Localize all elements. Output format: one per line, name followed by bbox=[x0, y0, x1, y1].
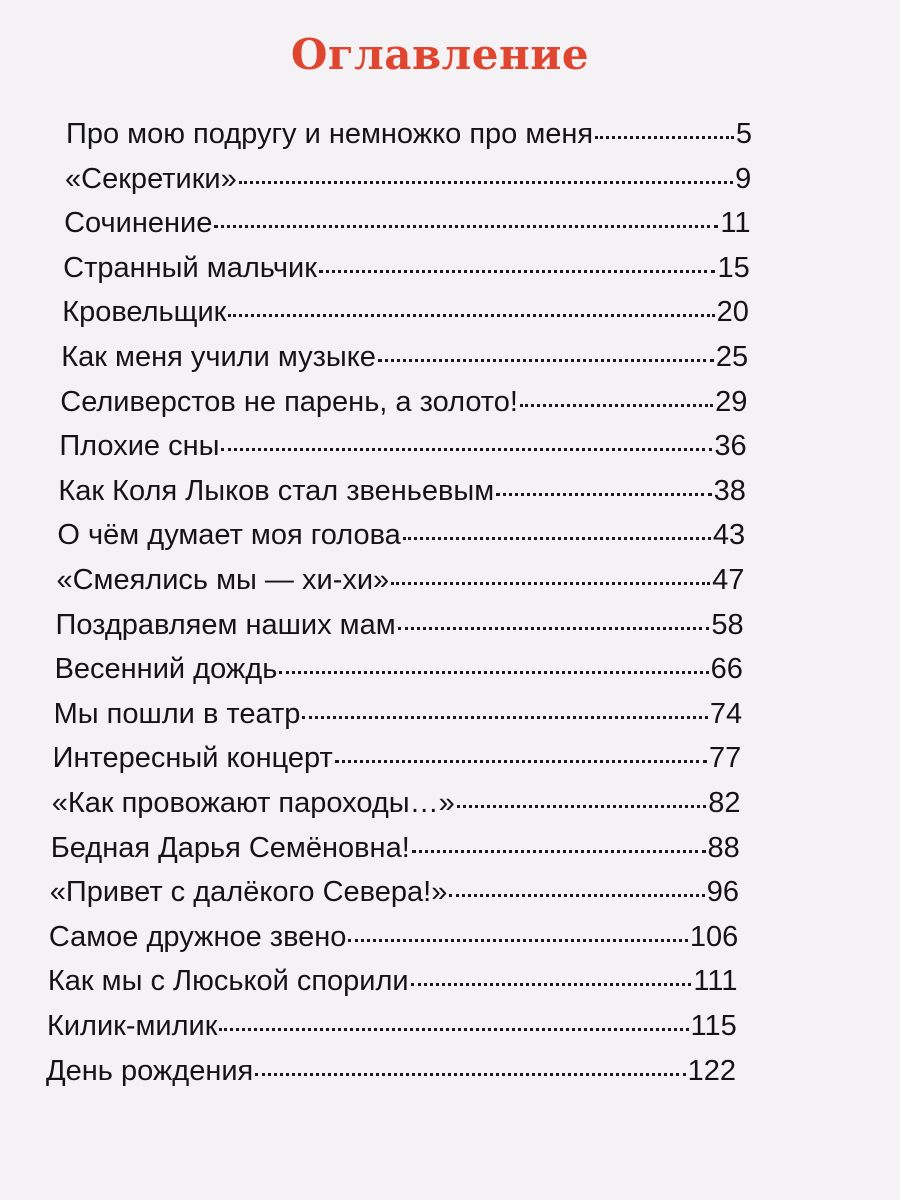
toc-entry-title: Самое дружное звено bbox=[48, 920, 347, 953]
toc-entry bbox=[65, 159, 751, 199]
toc-entry bbox=[56, 605, 744, 645]
toc-entry-title: «Смеялись мы — хи-хи» bbox=[56, 564, 390, 596]
toc-entry-page-number: 20 bbox=[716, 296, 749, 329]
toc-entry bbox=[47, 1006, 737, 1046]
toc-entry-page-number: 96 bbox=[706, 876, 740, 909]
toc-entry-page-number: 38 bbox=[713, 474, 746, 507]
toc-entry bbox=[52, 783, 741, 823]
toc-entry-title: Как меня учили музыке bbox=[61, 341, 376, 373]
toc-entry-title: Поздравляем наших мам bbox=[55, 608, 396, 641]
dot-leader bbox=[228, 314, 714, 317]
dot-leader bbox=[335, 760, 707, 763]
toc-entry-page-number: 77 bbox=[709, 742, 742, 775]
toc-entry-title: Странный мальчик bbox=[63, 251, 317, 284]
toc-entry-title: «Привет с далёкого Севера!» bbox=[49, 876, 448, 909]
dot-leader bbox=[239, 181, 733, 184]
toc-entry-title: Плохие сны bbox=[59, 430, 220, 463]
toc-entry bbox=[54, 694, 742, 734]
toc-entry-page-number: 9 bbox=[735, 162, 752, 195]
toc-entry-title: Килик-милик bbox=[46, 1010, 218, 1042]
toc-entry-page-number: 82 bbox=[708, 787, 741, 819]
toc-entry-page-number: 74 bbox=[709, 697, 743, 730]
dot-leader bbox=[302, 716, 707, 719]
toc-entry-page-number: 11 bbox=[720, 207, 751, 240]
toc-entry bbox=[51, 828, 740, 868]
toc-entry-page-number: 111 bbox=[693, 965, 738, 998]
dot-leader bbox=[378, 359, 714, 362]
toc-entry-page-number: 58 bbox=[711, 608, 744, 641]
toc-entry-title: Сочинение bbox=[64, 207, 213, 240]
toc-entry bbox=[57, 515, 745, 555]
toc-entry-title: Кровельщик bbox=[62, 296, 227, 329]
toc-entry-page-number: 106 bbox=[689, 920, 739, 953]
dot-leader bbox=[398, 627, 710, 630]
toc-entry bbox=[60, 382, 747, 422]
dot-leader bbox=[496, 493, 711, 496]
toc-entry-page-number: 47 bbox=[712, 564, 745, 596]
dot-leader bbox=[348, 939, 687, 942]
dot-leader bbox=[457, 805, 707, 808]
toc-entry-page-number: 36 bbox=[714, 430, 747, 463]
dot-leader bbox=[391, 582, 710, 585]
dot-leader bbox=[255, 1073, 685, 1076]
dot-leader bbox=[411, 983, 692, 986]
toc-entry-page-number: 5 bbox=[735, 118, 752, 150]
toc-entry bbox=[64, 203, 750, 243]
toc-entry bbox=[59, 426, 746, 466]
toc-entry-page-number: 43 bbox=[712, 519, 746, 552]
toc-entry-page-number: 122 bbox=[687, 1054, 736, 1087]
toc-entry-page-number: 115 bbox=[690, 1010, 737, 1042]
page-title: Оглавление bbox=[290, 30, 590, 79]
toc-entry-title: День рождения bbox=[46, 1054, 254, 1087]
dot-leader bbox=[279, 671, 708, 674]
toc-entry bbox=[66, 114, 752, 154]
toc-entry-page-number: 88 bbox=[707, 831, 740, 864]
toc-entry-page-number: 66 bbox=[710, 653, 743, 686]
dot-leader bbox=[319, 270, 716, 273]
toc-entry-title: О чём думает моя голова bbox=[57, 519, 401, 552]
toc-entry bbox=[58, 471, 746, 511]
dot-leader bbox=[412, 850, 706, 853]
dot-leader bbox=[595, 136, 734, 139]
toc-entry bbox=[63, 248, 750, 288]
dot-leader bbox=[403, 537, 711, 540]
dot-leader bbox=[449, 894, 704, 897]
toc-entry bbox=[48, 961, 738, 1001]
dot-leader bbox=[520, 404, 713, 407]
toc-entry-title: Про мою подругу и немножко про меня bbox=[66, 118, 594, 150]
toc-entry bbox=[53, 738, 742, 778]
toc-entry-title: «Как провожают пароходы…» bbox=[51, 787, 455, 819]
toc-entry-title: Бедная Дарья Семёновна! bbox=[50, 831, 410, 864]
toc-entry-title: Селиверстов не парень, а золото! bbox=[60, 385, 518, 418]
toc-entry-title: «Секретики» bbox=[65, 162, 237, 195]
toc-entry bbox=[46, 1051, 736, 1091]
dot-leader bbox=[221, 448, 712, 451]
toc-entry bbox=[50, 872, 739, 912]
toc-entry-page-number: 15 bbox=[717, 251, 750, 284]
toc-entry-page-number: 29 bbox=[715, 385, 748, 418]
toc-entry bbox=[56, 560, 744, 600]
toc-entry-page-number: 25 bbox=[715, 341, 749, 373]
toc-entry bbox=[61, 337, 748, 377]
dot-leader bbox=[214, 225, 718, 228]
toc-entry-title: Весенний дождь bbox=[54, 653, 278, 686]
toc-entry-title: Как Коля Лыков стал звеньевым bbox=[58, 474, 495, 507]
toc-entry bbox=[55, 649, 743, 689]
toc-entry-title: Как мы с Люськой спорили bbox=[47, 965, 409, 998]
toc-entry-title: Мы пошли в театр bbox=[53, 697, 301, 730]
toc-entry bbox=[62, 292, 749, 332]
toc-entry bbox=[49, 917, 738, 957]
toc-entry-title: Интересный концерт bbox=[52, 742, 333, 775]
dot-leader bbox=[219, 1028, 688, 1031]
